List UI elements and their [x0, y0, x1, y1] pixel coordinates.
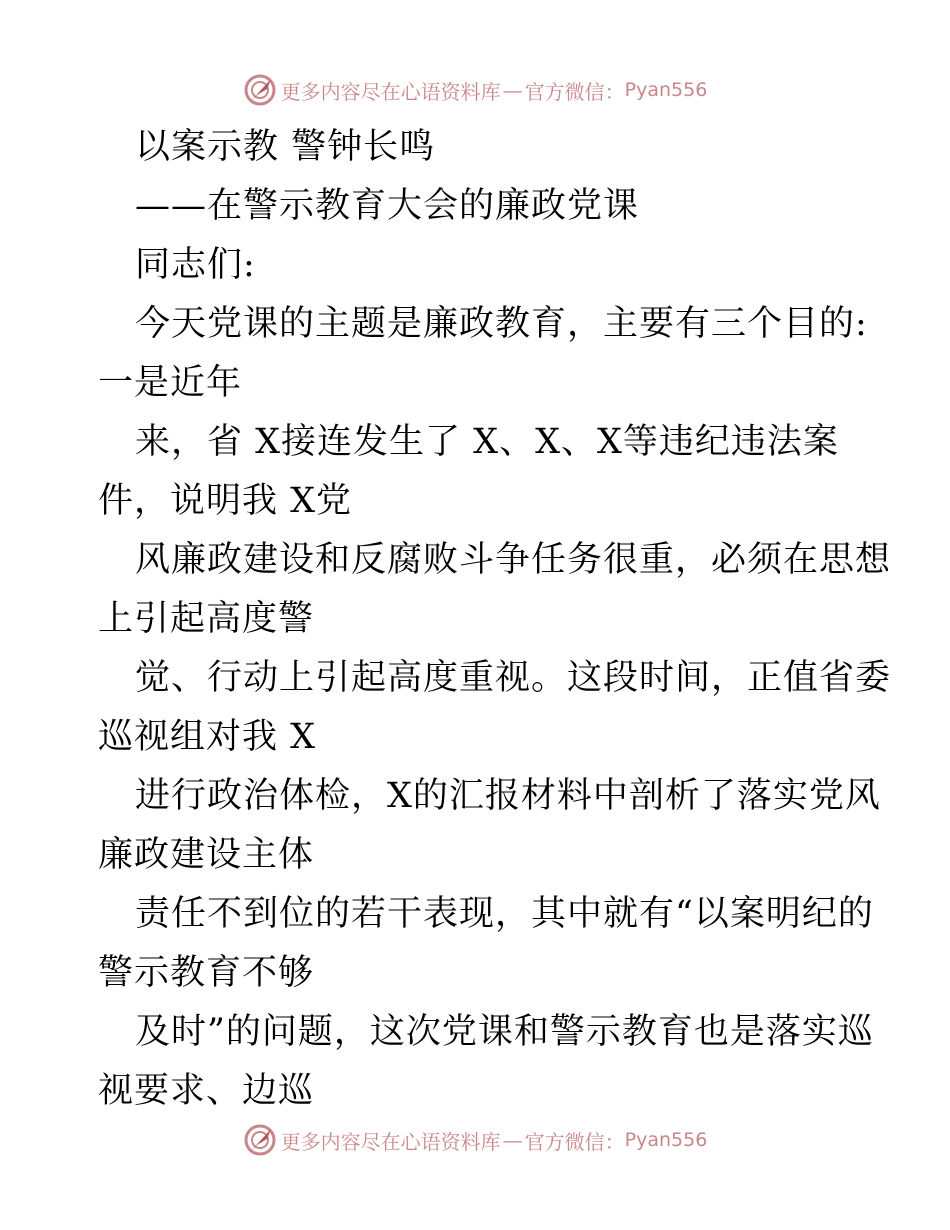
watermark-contact-label: 官方微信： — [524, 1129, 625, 1154]
text-line: 巡视组对我 X — [98, 717, 317, 757]
header-watermark — [0, 70, 950, 110]
text-line: 以案示教 警钟长鸣 — [135, 127, 436, 167]
text-line: 上引起高度警 — [98, 599, 315, 639]
quill-logo-icon — [243, 1123, 277, 1157]
text-line: 警示教育不够 — [98, 953, 315, 993]
text-line: 廉政建设主体 — [98, 835, 315, 875]
text-line: 今天党课的主题是廉政教育，主要有三个目的: — [135, 304, 868, 344]
footer-watermark — [0, 1120, 950, 1160]
text-line: 视要求、边巡 — [98, 1071, 315, 1111]
text-line: 件，说明我 X党 — [98, 481, 353, 521]
text-line: 进行政治体检，X的汇报材料中剖析了落实党风 — [135, 776, 881, 816]
watermark-site-text: 更多内容尽在心语资料库 — [280, 1129, 501, 1154]
text-line: 同志们: — [135, 245, 256, 285]
text-line: 及时”的问题，这次党课和警示教育也是落实巡 — [135, 1012, 874, 1052]
text-line: 来，省 X接连发生了 X、X、X等违纪违法案 — [135, 422, 839, 462]
watermark-separator: — — [502, 78, 523, 102]
text-line: 责任不到位的若干表现，其中就有“以案明纪的 — [135, 894, 874, 934]
watermark-contact-label: 官方微信： — [524, 79, 625, 104]
text-line: 觉、行动上引起高度重视。这段时间，正值省委 — [135, 658, 892, 698]
watermark-contact-id: Pyan556 — [624, 1129, 708, 1151]
text-line: ——在警示教育大会的廉政党课 — [135, 186, 640, 226]
document-body — [98, 118, 892, 1121]
watermark-separator: — — [502, 1128, 523, 1152]
watermark-site-text: 更多内容尽在心语资料库 — [280, 79, 501, 104]
text-line: 一是近年 — [98, 363, 243, 403]
watermark-contact-id: Pyan556 — [624, 79, 708, 101]
quill-logo-icon — [243, 73, 277, 107]
text-line: 风廉政建设和反腐败斗争任务很重，必须在思想 — [135, 540, 892, 580]
